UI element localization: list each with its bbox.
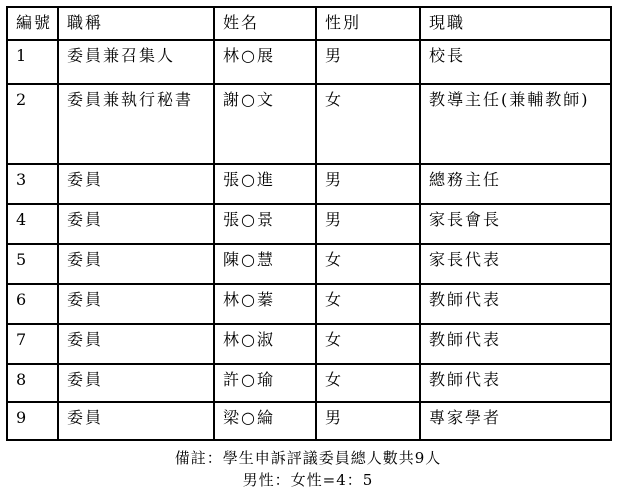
cell-position: 總務主任 (420, 164, 611, 204)
table-row (7, 40, 611, 84)
header-cell-no: 編號 (7, 7, 58, 40)
cell-name: 陳○慧 (214, 244, 316, 284)
table-row (7, 284, 611, 324)
cell-no: 1 (7, 40, 58, 84)
table-row (7, 84, 611, 164)
cell-title: 委員 (58, 244, 214, 284)
cell-name: 林○蓁 (214, 284, 316, 324)
cell-name: 張○景 (214, 204, 316, 244)
cell-no: 4 (7, 204, 58, 244)
table-row (7, 204, 611, 244)
cell-name: 林○淑 (214, 324, 316, 364)
table-row (7, 324, 611, 364)
cell-no: 9 (7, 402, 58, 440)
cell-title: 委員 (58, 402, 214, 440)
cell-gender: 女 (316, 84, 420, 164)
table-row (7, 244, 611, 284)
cell-title: 委員 (58, 164, 214, 204)
table-row (7, 402, 611, 440)
cell-gender: 男 (316, 402, 420, 440)
cell-position: 教師代表 (420, 324, 611, 364)
cell-title: 委員 (58, 364, 214, 402)
cell-title: 委員 (58, 324, 214, 364)
cell-title: 委員 (58, 204, 214, 244)
cell-no: 5 (7, 244, 58, 284)
cell-gender: 女 (316, 324, 420, 364)
table-header-row (7, 7, 611, 40)
cell-position: 家長會長 (420, 204, 611, 244)
cell-position: 教師代表 (420, 284, 611, 324)
cell-position: 家長代表 (420, 244, 611, 284)
cell-gender: 男 (316, 164, 420, 204)
cell-name: 張○進 (214, 164, 316, 204)
cell-title: 委員兼執行秘書 (58, 84, 214, 164)
cell-name: 許○瑜 (214, 364, 316, 402)
cell-gender: 女 (316, 244, 420, 284)
table-row (7, 164, 611, 204)
cell-gender: 女 (316, 284, 420, 324)
cell-position: 教師代表 (420, 364, 611, 402)
cell-title: 委員兼召集人 (58, 40, 214, 84)
footnote-line-1: 備註：學生申訴評議委員總人數共9人 (174, 449, 442, 467)
header-cell-title: 職稱 (58, 7, 214, 40)
cell-gender: 女 (316, 364, 420, 402)
footnote-line-2: 男性：女性=4：5 (242, 471, 374, 489)
header-cell-name: 姓名 (214, 7, 316, 40)
header-cell-gender: 性別 (316, 7, 420, 40)
table-row (7, 364, 611, 402)
cell-no: 8 (7, 364, 58, 402)
cell-name: 謝○文 (214, 84, 316, 164)
committee-table (6, 6, 612, 441)
header-cell-position: 現職 (420, 7, 611, 40)
cell-no: 6 (7, 284, 58, 324)
cell-gender: 男 (316, 204, 420, 244)
cell-position: 專家學者 (420, 402, 611, 440)
cell-title: 委員 (58, 284, 214, 324)
cell-no: 2 (7, 84, 58, 164)
cell-position: 教導主任(兼輔教師) (420, 84, 611, 164)
cell-name: 林○展 (214, 40, 316, 84)
cell-position: 校長 (420, 40, 611, 84)
cell-no: 3 (7, 164, 58, 204)
cell-name: 梁○綸 (214, 402, 316, 440)
cell-no: 7 (7, 324, 58, 364)
table-footnote (6, 447, 610, 491)
cell-gender: 男 (316, 40, 420, 84)
